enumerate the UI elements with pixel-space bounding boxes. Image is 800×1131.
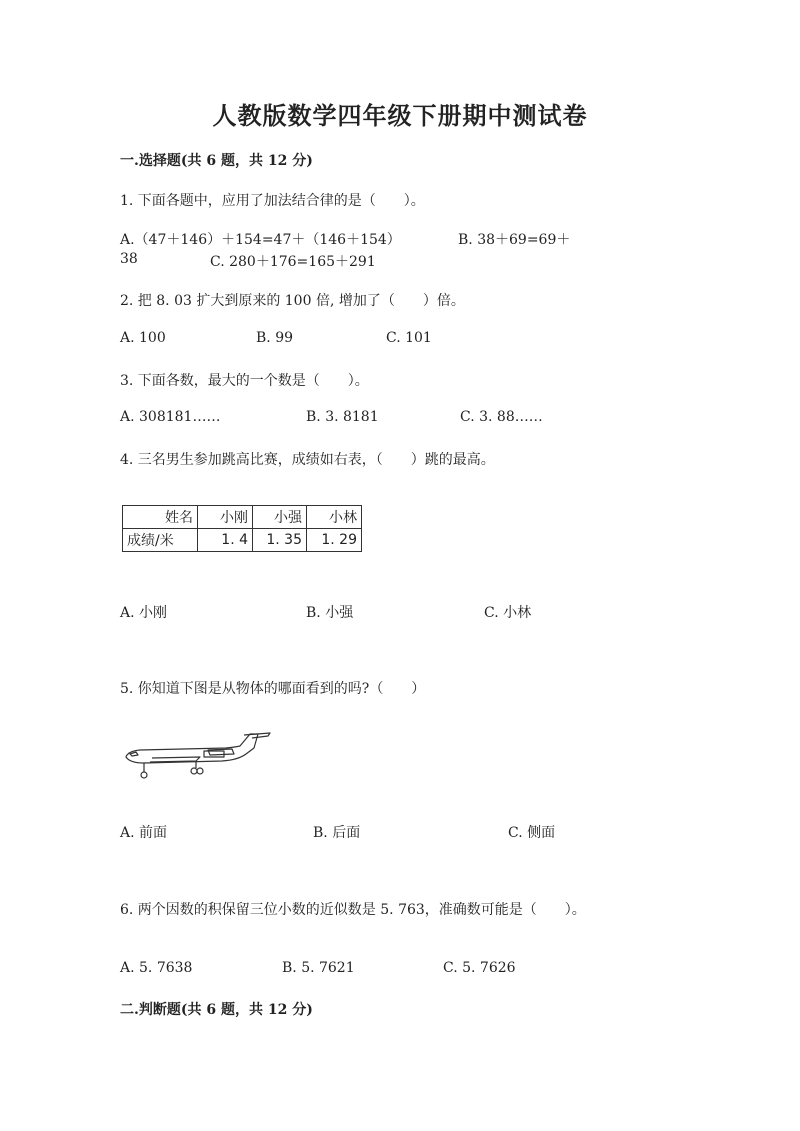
q1-option-b: B. 38＋69=69＋ [458, 232, 571, 248]
question-1: 1. 下面各题中，应用了加法结合律的是（ ）。 [120, 193, 425, 209]
page-title: 人教版数学四年级下册期中测试卷 [212, 101, 588, 130]
table-header-cell: 小强 [253, 506, 307, 529]
section-heading-choice: 一.选择题(共 6 题，共 12 分) [120, 153, 313, 169]
q5-option-b: B. 后面 [313, 825, 361, 841]
q3-option-b: B. 3. 8181 [306, 409, 379, 425]
q2-option-a: A. 100 [120, 330, 166, 346]
q1-option-a: A.（47＋146）＋154=47＋（146＋154） [120, 232, 401, 248]
question-2: 2. 把 8. 03 扩大到原来的 100 倍, 增加了（ ）倍。 [120, 293, 465, 309]
question-4: 4. 三名男生参加跳高比赛，成绩如右表，（ ）跳的最高。 [120, 452, 495, 468]
table-cell: 1. 35 [253, 529, 307, 552]
score-table [122, 505, 362, 552]
q4-option-a: A. 小刚 [120, 605, 168, 621]
table-header-cell: 小林 [307, 506, 362, 529]
q2-option-b: B. 99 [256, 330, 294, 346]
section-heading-judgment: 二.判断题(共 6 题，共 12 分) [120, 1002, 313, 1018]
q3-option-a: A. 308181…… [120, 409, 221, 425]
q3-option-c: C. 3. 88…… [460, 409, 543, 425]
table-header-cell: 姓名 [123, 506, 198, 529]
q6-option-c: C. 5. 7626 [443, 960, 516, 976]
q6-option-b: B. 5. 7621 [282, 960, 355, 976]
airplane-image [122, 730, 272, 780]
q4-option-b: B. 小强 [306, 605, 354, 621]
table-cell: 成绩/米 [123, 529, 198, 552]
question-5: 5. 你知道下图是从物体的哪面看到的吗?（ ） [120, 681, 426, 697]
q5-option-c: C. 侧面 [508, 825, 556, 841]
q5-option-a: A. 前面 [120, 825, 168, 841]
table-header-cell: 小刚 [198, 506, 253, 529]
question-6: 6. 两个因数的积保留三位小数的近似数是 5. 763，准确数可能是（ ）。 [120, 902, 586, 918]
table-cell: 1. 4 [198, 529, 253, 552]
q4-option-c: C. 小林 [484, 605, 532, 621]
table-cell: 1. 29 [307, 529, 362, 552]
q1-option-b-continued: 38 [120, 251, 138, 267]
q6-option-a: A. 5. 7638 [120, 960, 193, 976]
question-3: 3. 下面各数，最大的一个数是（ ）。 [120, 373, 369, 389]
table-header-row [123, 506, 362, 529]
table-row [123, 529, 362, 552]
q2-option-c: C. 101 [386, 330, 432, 346]
q1-option-c: C. 280＋176=165＋291 [210, 254, 376, 270]
